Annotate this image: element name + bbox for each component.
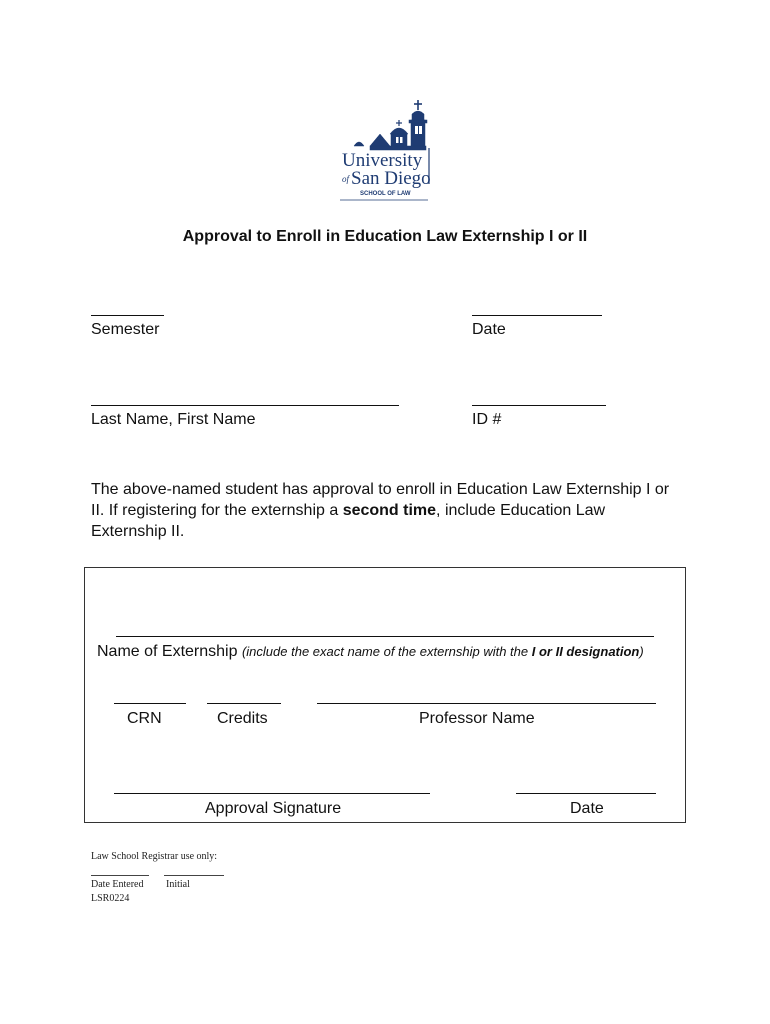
externship-note-end: ) <box>639 644 644 659</box>
credits-line[interactable] <box>207 703 281 704</box>
externship-line[interactable] <box>116 636 654 637</box>
externship-label: Name of Externship <box>97 643 238 660</box>
date-entered-line[interactable] <box>91 875 149 876</box>
externship-label-row <box>97 643 644 661</box>
signature-label: Approval Signature <box>205 800 342 817</box>
logo-line1: University <box>342 150 423 171</box>
externship-note-bold: I or II designation <box>531 644 640 659</box>
crn-label: CRN <box>127 710 162 727</box>
logo-line2: San Diego <box>351 168 431 189</box>
semester-label: Semester <box>91 321 160 338</box>
paragraph-text-1: The above-named student has approval to enroll in Education Law Externship I or II. If registering for the externship a <box>91 481 670 519</box>
university-logo <box>332 98 432 204</box>
externship-note <box>242 644 644 659</box>
semester-line[interactable] <box>91 315 164 316</box>
paragraph-bold: second time <box>342 502 437 519</box>
id-line[interactable] <box>472 405 606 406</box>
approval-date-label: Date <box>570 800 604 817</box>
date-entered-label: Date Entered <box>91 879 144 890</box>
chapel-logo-icon <box>332 98 432 204</box>
approval-box <box>84 567 686 823</box>
id-label: ID # <box>472 411 502 428</box>
professor-line[interactable] <box>317 703 656 704</box>
date-line[interactable] <box>472 315 602 316</box>
date-label: Date <box>472 321 506 338</box>
professor-label: Professor Name <box>419 710 535 727</box>
name-line[interactable] <box>91 405 399 406</box>
approval-paragraph <box>91 479 676 542</box>
logo-sub: SCHOOL OF LAW <box>360 191 411 197</box>
crn-line[interactable] <box>114 703 186 704</box>
signature-line[interactable] <box>114 793 430 794</box>
initial-line[interactable] <box>164 875 224 876</box>
paragraph-text-2: , include Education Law Externship II. <box>91 502 606 540</box>
registrar-heading: Law School Registrar use only: <box>91 851 218 862</box>
externship-note-text: (include the exact name of the externship with the <box>241 644 532 659</box>
name-label: Last Name, First Name <box>91 411 256 428</box>
initial-label: Initial <box>166 879 190 890</box>
form-code: LSR0224 <box>91 893 130 904</box>
logo-of: of <box>342 174 350 184</box>
credits-label: Credits <box>217 710 268 727</box>
form-title: Approval to Enroll in Education Law Externship I or II <box>182 228 588 245</box>
approval-date-line[interactable] <box>516 793 656 794</box>
